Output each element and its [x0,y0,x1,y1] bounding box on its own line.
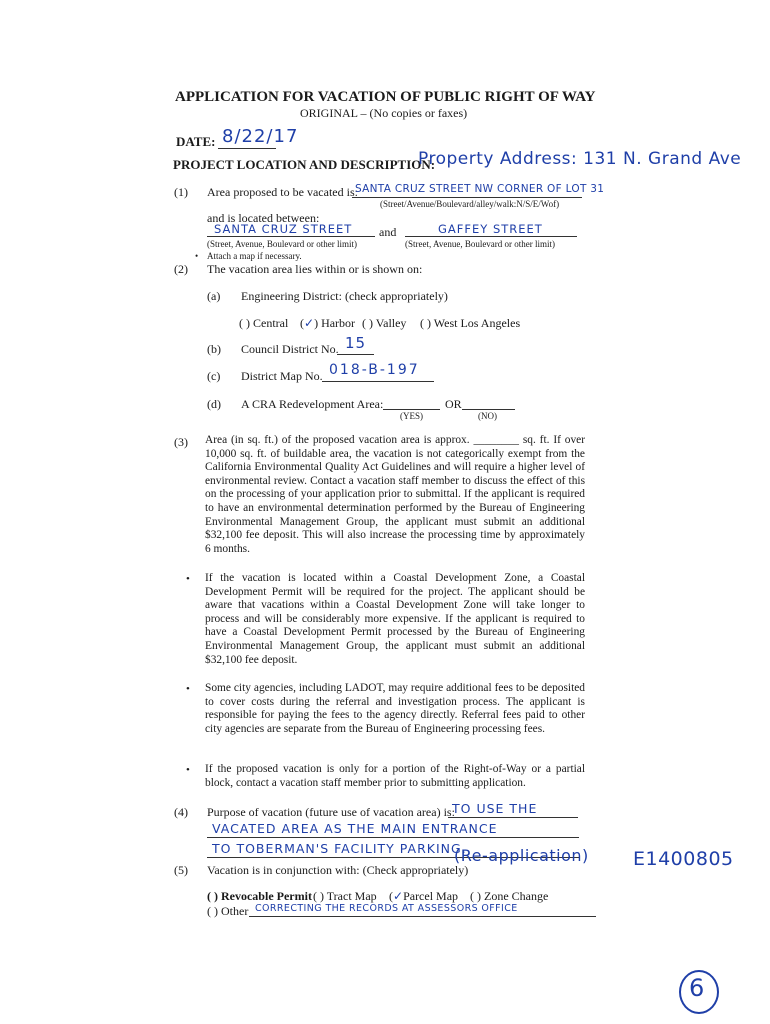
option-central[interactable]: ( ) Central [239,316,289,330]
item2-label: The vacation area lies within or is shown on: [207,262,423,276]
bullet-dot: • [186,573,190,585]
cra-yes-line[interactable] [383,409,440,410]
item1-label: Area proposed to be vacated is: [207,185,358,199]
date-label: DATE: [176,134,216,149]
item2c-number: (c) [207,369,221,383]
application-code: E1400805 [633,848,734,870]
conjunction-label: Vacation is in conjunction with: (Check appropriately) [207,863,469,877]
item3-paragraph: Area (in sq. ft.) of the proposed vacation area is approx. ________ sq. ft. If over 10,000 sq. ft. of buildable area, the vacation is not categorically exempt from the California Environmental Quality Act Guidelines and will require a higher level of environmental review. Contact a vacation staff member to discuss the effect of this on the processing of your application prior to submittal. If the applicant is required to have an environmental determination performed by the Bureau of Engineering Environmental Management Group, the applicant must submit an additional $32,100 fee deposit. This will also increase the processing time by approximately 6 months. [205,434,585,555]
bullet-dot: • [186,683,190,695]
item5-number: (5) [174,863,188,877]
option-parcel-map[interactable]: (✓Parcel Map [389,889,459,903]
cra-label: A CRA Redevelopment Area: [241,397,384,411]
street2-hint: (Street, Avenue, Boulevard or other limit) [405,239,556,249]
attach-map-note: Attach a map if necessary. [207,251,302,261]
item1-number: (1) [174,185,188,199]
street2-value[interactable]: GAFFEY STREET [438,222,543,236]
purpose-value-1[interactable]: TO USE THE [452,801,538,816]
purpose-value-2[interactable]: VACATED AREA AS THE MAIN ENTRANCE [212,821,498,836]
parcel-label: Parcel Map [403,889,459,903]
district-map-line [322,381,434,382]
council-district-value[interactable]: 15 [345,334,367,352]
option-zone-change[interactable]: ( ) Zone Change [470,889,549,903]
item2-number: (2) [174,262,188,276]
item3-number: (3) [174,435,188,449]
form-title: APPLICATION FOR VACATION OF PUBLIC RIGHT OF WAY [175,89,596,105]
agency-fees-note: Some city agencies, including LADOT, may require additional fees to be deposited to cover costs during the referral and investigation process. The applicant is responsible for paying the fees to the agency directly. Referral fees paid to other city agencies are separate from the Bureau of Engineering processing fees. [205,682,585,735]
district-map-label: District Map No. [241,369,323,383]
option-harbor[interactable]: (✓) Harbor [300,316,356,330]
street1-hint: (Street, Avenue, Boulevard or other limit) [207,239,358,249]
and-label: and [379,225,397,239]
harbor-check-icon: ✓ [304,316,315,330]
cra-no-label: (NO) [478,411,497,421]
project-label: PROJECT LOCATION AND DESCRIPTION: [173,157,436,172]
parcel-check-icon: ✓ [393,889,404,903]
partial-block-note: If the proposed vacation is only for a portion of the Right-of-Way or a partial block, contact a vacation staff member prior to submitting application. [205,763,585,789]
page-number: 6 [689,974,705,1002]
street1-line [207,236,375,237]
item1-area-value[interactable]: SANTA CRUZ STREET NW CORNER OF LOT 31 [355,183,605,195]
bullet-dot: • [186,764,190,776]
option-revocable-permit[interactable]: ( ) Revocable Permit [207,889,312,903]
cra-yes-label: (YES) [400,411,423,421]
option-valley[interactable]: ( ) Valley [362,316,407,330]
council-district-line [337,354,374,355]
cra-no-line[interactable] [462,409,515,410]
item1-hint: (Street/Avenue/Boulevard/alley/walk:N/S/E/Wof) [380,199,560,209]
item4-number: (4) [174,805,188,819]
harbor-label: Harbor [321,316,356,330]
project-value[interactable]: Property Address: 131 N. Grand Ave [418,149,742,169]
cra-or: OR [445,397,462,411]
date-value[interactable]: 8/22/17 [222,126,299,147]
street1-value[interactable]: SANTA CRUZ STREET [214,222,353,236]
purpose-value-3[interactable]: TO TOBERMAN'S FACILITY PARKING. [212,841,467,856]
item2d-number: (d) [207,397,221,411]
other-value[interactable]: CORRECTING THE RECORDS AT ASSESSORS OFFICE [255,903,518,914]
coastal-zone-note: If the vacation is located within a Coastal Development Zone, a Coastal Development Permit will be required for the project. The applicant should be aware that vacations within a Coastal Development Zone will take longer to process and will be considerably more expensive. If the applicant is required to have a Coastal Development Permit processed by the Bureau of Engineering Environmental Management Group, the applicant must submit an additional $32,100 fee deposit. [205,572,585,666]
item2a-number: (a) [207,289,221,303]
date-line [218,148,276,149]
option-west-la[interactable]: ( ) West Los Angeles [420,316,521,330]
item2b-number: (b) [207,342,221,356]
between-label: and is located between: [207,211,320,225]
reapplication-note: (Re-application) [454,846,589,865]
street2-line [405,236,577,237]
other-line [249,916,596,917]
form-subtitle: ORIGINAL – (No copies or faxes) [300,106,468,120]
bullet-dot: • [195,251,199,261]
item1-line [352,197,582,198]
purpose-label: Purpose of vacation (future use of vacation area) is: [207,805,455,819]
purpose-line-1 [448,817,578,818]
option-tract-map[interactable]: ( ) Tract Map [313,889,377,903]
council-district-label: Council District No. [241,342,339,356]
option-other-label[interactable]: ( ) Other [207,904,249,918]
district-map-value[interactable]: 018-B-197 [329,362,420,378]
purpose-line-2 [207,837,579,838]
engineering-district-label: Engineering District: (check appropriately) [241,289,448,303]
